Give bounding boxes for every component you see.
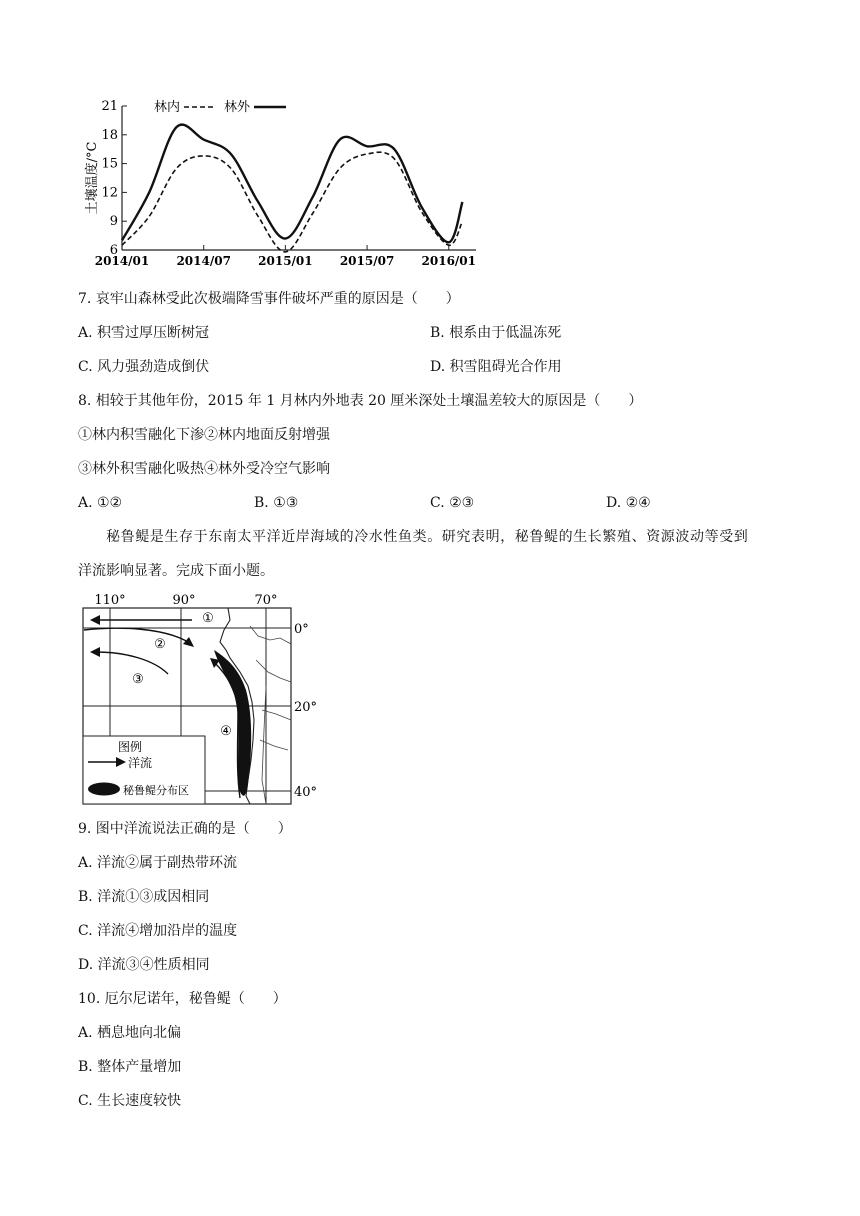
question-7-option-d: D. 积雪阻碍光合作用 bbox=[430, 359, 562, 375]
legend-current-label: 洋流 bbox=[128, 756, 153, 770]
legend-label: 林外 bbox=[224, 100, 251, 115]
current-3-arrow bbox=[96, 652, 168, 674]
question-9-option-a: A. 洋流②属于副热带环流 bbox=[78, 855, 238, 871]
question-9-stem: 9. 图中洋流说法正确的是（ ） bbox=[78, 821, 292, 837]
series-line-outside-forest bbox=[122, 125, 462, 243]
land-border-line bbox=[250, 626, 291, 644]
land-border-line bbox=[256, 660, 291, 682]
lat-label-40: 40° bbox=[294, 785, 318, 800]
question-8-option-b: B. ①③ bbox=[254, 495, 299, 511]
andes-border-line bbox=[262, 686, 266, 804]
x-tick-label: 2014/07 bbox=[176, 254, 231, 268]
x-tick-label: 2016/01 bbox=[421, 254, 477, 268]
lon-label-90: 90° bbox=[172, 593, 196, 608]
legend-label: 林内 bbox=[154, 100, 181, 115]
ocean-current-map bbox=[80, 590, 318, 808]
y-tick-label: 18 bbox=[101, 127, 118, 143]
question-8-option-c: C. ②③ bbox=[430, 495, 475, 511]
current-label-3: ③ bbox=[132, 672, 144, 687]
y-axis-label: 土壤温度/°C bbox=[85, 141, 100, 215]
question-8-statement-line-1: ①林内积雪融化下渗②林内地面反射增强 bbox=[78, 427, 330, 443]
current-3-arrowhead bbox=[90, 647, 100, 657]
question-9-option-b: B. 洋流①③成因相同 bbox=[78, 889, 210, 905]
current-2-arrowhead bbox=[183, 637, 194, 647]
current-2-arrow bbox=[84, 628, 188, 642]
question-9-option-d: D. 洋流③④性质相同 bbox=[78, 957, 210, 973]
x-tick-label: 2015/01 bbox=[258, 254, 313, 268]
question-8-option-d: D. ②④ bbox=[606, 495, 651, 511]
question-7-option-a: A. 积雪过厚压断树冠 bbox=[78, 325, 210, 341]
current-label-1: ① bbox=[202, 611, 214, 626]
question-8-statement-line-2: ③林外积雪融化吸热④林外受冷空气影响 bbox=[78, 461, 330, 477]
land-border-line bbox=[260, 740, 288, 750]
soil-temperature-chart bbox=[80, 92, 500, 274]
question-10-stem: 10. 厄尔尼诺年，秘鲁鳀（ ） bbox=[78, 991, 287, 1007]
y-tick-label: 15 bbox=[101, 156, 118, 172]
legend-anchovy-symbol bbox=[88, 783, 120, 796]
legend-anchovy-label: 秘鲁鳀分布区 bbox=[123, 784, 189, 797]
lat-label-0: 0° bbox=[294, 622, 309, 637]
x-tick-label: 2014/01 bbox=[94, 254, 150, 268]
y-tick-label: 6 bbox=[109, 243, 118, 258]
legend-title: 图例 bbox=[117, 740, 143, 754]
lat-label-20: 20° bbox=[294, 700, 318, 715]
x-tick-label: 2015/07 bbox=[339, 254, 395, 268]
question-10-option-a: A. 栖息地向北偏 bbox=[78, 1025, 182, 1041]
y-tick-label: 12 bbox=[101, 185, 118, 201]
anchovy-distribution-area bbox=[214, 650, 251, 796]
lon-label-70: 70° bbox=[254, 593, 278, 608]
passage-line-1: 秘鲁鳀是生存于东南太平洋近岸海域的冷水性鱼类。研究表明，秘鲁鳀的生长繁殖、资源波动等受到 bbox=[106, 529, 749, 545]
y-tick-label: 21 bbox=[101, 99, 118, 114]
current-label-2: ② bbox=[154, 637, 166, 652]
question-9-option-c: C. 洋流④增加沿岸的温度 bbox=[78, 923, 238, 939]
question-10-option-b: B. 整体产量增加 bbox=[78, 1059, 182, 1075]
question-7-option-b: B. 根系由于低温冻死 bbox=[430, 325, 562, 341]
lon-label-110: 110° bbox=[94, 593, 126, 608]
question-8-stem: 8. 相较于其他年份，2015 年 1 月林内外地表 20 厘米深处土壤温差较大的原因是（ ） bbox=[78, 393, 643, 409]
current-label-4: ④ bbox=[220, 724, 232, 739]
passage-line-2: 洋流影响显著。完成下面小题。 bbox=[78, 563, 274, 579]
series-line-inside-forest bbox=[122, 152, 462, 252]
question-8-option-a: A. ①② bbox=[78, 495, 123, 511]
question-10-option-c: C. 生长速度较快 bbox=[78, 1093, 182, 1109]
y-tick-label: 9 bbox=[109, 214, 118, 230]
current-1-arrowhead bbox=[90, 615, 100, 625]
question-7-stem: 7. 哀牢山森林受此次极端降雪事件破坏严重的原因是（ ） bbox=[78, 291, 460, 307]
question-7-option-c: C. 风力强劲造成倒伏 bbox=[78, 359, 210, 375]
